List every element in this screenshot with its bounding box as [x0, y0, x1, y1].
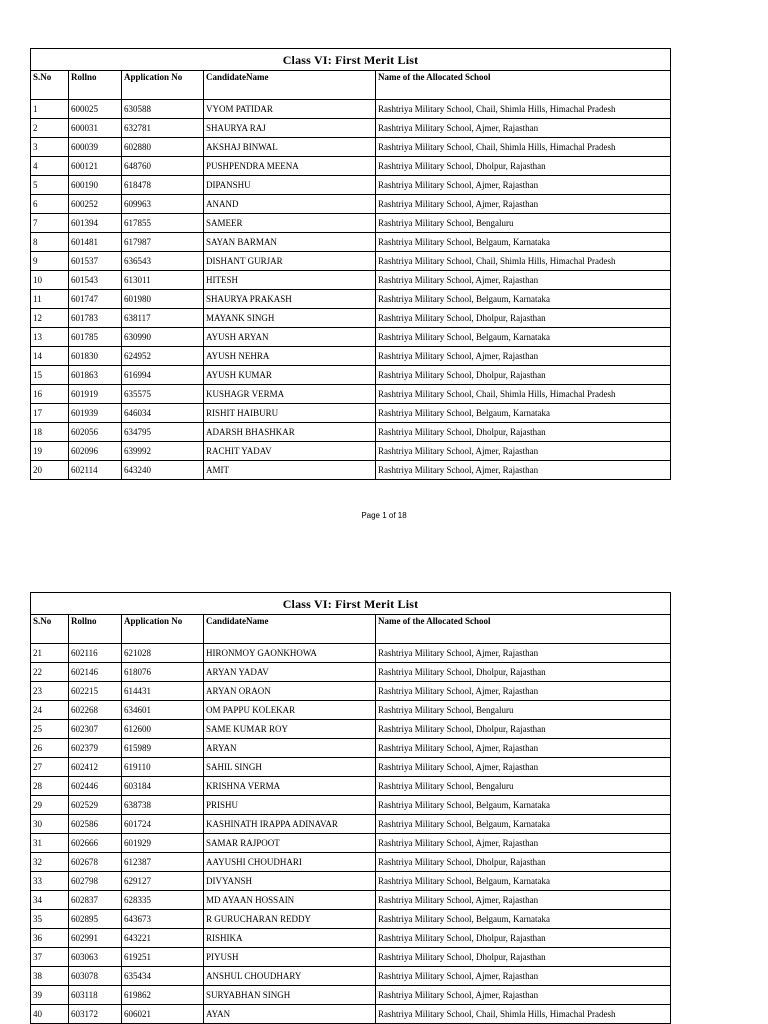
cell-application-no: 639992: [122, 442, 204, 461]
cell-candidate-name: SAHIL SINGH: [204, 758, 376, 777]
table-row: [31, 910, 671, 929]
table-row: [31, 701, 671, 720]
cell-application-no: 612600: [122, 720, 204, 739]
cell-allocated-school: Rashtriya Military School, Ajmer, Rajasthan: [376, 271, 671, 290]
table-row: [31, 796, 671, 815]
table-row: [31, 853, 671, 872]
cell-candidate-name: SAYAN BARMAN: [204, 233, 376, 252]
cell-rollno: 601863: [69, 366, 122, 385]
cell-candidate-name: ARYAN ORAON: [204, 682, 376, 701]
cell-rollno: 600031: [69, 119, 122, 138]
cell-sno: 20: [31, 461, 69, 480]
cell-sno: 21: [31, 644, 69, 663]
table-row: [31, 309, 671, 328]
cell-rollno: 602114: [69, 461, 122, 480]
column-header-allocated-school: Name of the Allocated School: [376, 71, 671, 100]
table-row: [31, 986, 671, 1005]
cell-rollno: 602837: [69, 891, 122, 910]
cell-application-no: 619110: [122, 758, 204, 777]
cell-application-no: 601980: [122, 290, 204, 309]
column-header-application-no: Application No: [122, 71, 204, 100]
cell-sno: 7: [31, 214, 69, 233]
cell-allocated-school: Rashtriya Military School, Chail, Shimla Hills, Himachal Pradesh: [376, 385, 671, 404]
cell-candidate-name: SAMEER: [204, 214, 376, 233]
column-header-sno: S.No: [31, 71, 69, 100]
cell-sno: 13: [31, 328, 69, 347]
cell-allocated-school: Rashtriya Military School, Belgaum, Karnataka: [376, 404, 671, 423]
cell-allocated-school: Rashtriya Military School, Ajmer, Rajasthan: [376, 739, 671, 758]
cell-rollno: 602116: [69, 644, 122, 663]
cell-sno: 14: [31, 347, 69, 366]
cell-candidate-name: OM PAPPU KOLEKAR: [204, 701, 376, 720]
table-row: [31, 834, 671, 853]
cell-rollno: 602412: [69, 758, 122, 777]
cell-sno: 24: [31, 701, 69, 720]
cell-application-no: 617855: [122, 214, 204, 233]
cell-sno: 32: [31, 853, 69, 872]
table-row: [31, 176, 671, 195]
cell-rollno: 600039: [69, 138, 122, 157]
cell-candidate-name: AYAN: [204, 1005, 376, 1024]
cell-application-no: 634601: [122, 701, 204, 720]
cell-allocated-school: Rashtriya Military School, Dholpur, Rajasthan: [376, 157, 671, 176]
table-row: [31, 967, 671, 986]
cell-allocated-school: Rashtriya Military School, Ajmer, Rajasthan: [376, 758, 671, 777]
cell-candidate-name: ANAND: [204, 195, 376, 214]
cell-rollno: 603118: [69, 986, 122, 1005]
cell-rollno: 602146: [69, 663, 122, 682]
cell-rollno: 602307: [69, 720, 122, 739]
cell-rollno: 602991: [69, 929, 122, 948]
cell-application-no: 609963: [122, 195, 204, 214]
column-header-rollno: Rollno: [69, 615, 122, 644]
cell-candidate-name: SAMAR RAJPOOT: [204, 834, 376, 853]
cell-candidate-name: DIVYANSH: [204, 872, 376, 891]
cell-candidate-name: KUSHAGR VERMA: [204, 385, 376, 404]
column-header-candidate-name: CandidateName: [204, 615, 376, 644]
cell-application-no: 624952: [122, 347, 204, 366]
table-row: [31, 720, 671, 739]
table-row: [31, 233, 671, 252]
cell-application-no: 632781: [122, 119, 204, 138]
table-row: [31, 328, 671, 347]
cell-allocated-school: Rashtriya Military School, Belgaum, Karnataka: [376, 910, 671, 929]
column-header-rollno: Rollno: [69, 71, 122, 100]
cell-allocated-school: Rashtriya Military School, Chail, Shimla Hills, Himachal Pradesh: [376, 1005, 671, 1024]
cell-sno: 30: [31, 815, 69, 834]
cell-sno: 9: [31, 252, 69, 271]
cell-rollno: 601830: [69, 347, 122, 366]
cell-allocated-school: Rashtriya Military School, Bengaluru: [376, 777, 671, 796]
cell-sno: 15: [31, 366, 69, 385]
cell-candidate-name: ARYAN: [204, 739, 376, 758]
cell-application-no: 635434: [122, 967, 204, 986]
cell-application-no: 638117: [122, 309, 204, 328]
cell-candidate-name: HIRONMOY GAONKHOWA: [204, 644, 376, 663]
cell-application-no: 638738: [122, 796, 204, 815]
cell-application-no: 630990: [122, 328, 204, 347]
cell-application-no: 646034: [122, 404, 204, 423]
cell-candidate-name: ARYAN YADAV: [204, 663, 376, 682]
cell-candidate-name: AAYUSHI CHOUDHARI: [204, 853, 376, 872]
table-row: [31, 157, 671, 176]
cell-rollno: 601543: [69, 271, 122, 290]
cell-application-no: 630588: [122, 100, 204, 119]
cell-allocated-school: Rashtriya Military School, Belgaum, Karnataka: [376, 233, 671, 252]
cell-rollno: 603063: [69, 948, 122, 967]
table-row: [31, 100, 671, 119]
cell-allocated-school: Rashtriya Military School, Bengaluru: [376, 701, 671, 720]
cell-sno: 37: [31, 948, 69, 967]
cell-allocated-school: Rashtriya Military School, Ajmer, Rajasthan: [376, 347, 671, 366]
table-row: [31, 929, 671, 948]
merit-list-table-2: [30, 592, 671, 1024]
cell-rollno: 601747: [69, 290, 122, 309]
cell-allocated-school: Rashtriya Military School, Belgaum, Karnataka: [376, 796, 671, 815]
cell-sno: 4: [31, 157, 69, 176]
cell-application-no: 617987: [122, 233, 204, 252]
cell-candidate-name: DISHANT GURJAR: [204, 252, 376, 271]
column-header-allocated-school: Name of the Allocated School: [376, 615, 671, 644]
table-row: [31, 872, 671, 891]
table-title: Class VI: First Merit List: [31, 49, 671, 71]
cell-candidate-name: RACHIT YADAV: [204, 442, 376, 461]
cell-application-no: 613011: [122, 271, 204, 290]
cell-allocated-school: Rashtriya Military School, Belgaum, Karnataka: [376, 872, 671, 891]
cell-candidate-name: SURYABHAN SINGH: [204, 986, 376, 1005]
cell-sno: 1: [31, 100, 69, 119]
cell-allocated-school: Rashtriya Military School, Bengaluru: [376, 214, 671, 233]
table-row: [31, 195, 671, 214]
cell-application-no: 616994: [122, 366, 204, 385]
table-row: [31, 138, 671, 157]
table-row: [31, 119, 671, 138]
cell-sno: 39: [31, 986, 69, 1005]
column-header-application-no: Application No: [122, 615, 204, 644]
cell-allocated-school: Rashtriya Military School, Ajmer, Rajasthan: [376, 442, 671, 461]
cell-rollno: 601785: [69, 328, 122, 347]
cell-application-no: 621028: [122, 644, 204, 663]
cell-rollno: 601537: [69, 252, 122, 271]
cell-application-no: 618076: [122, 663, 204, 682]
table-row: [31, 366, 671, 385]
cell-rollno: 603172: [69, 1005, 122, 1024]
cell-rollno: 602446: [69, 777, 122, 796]
cell-candidate-name: MD AYAAN HOSSAIN: [204, 891, 376, 910]
cell-rollno: 602586: [69, 815, 122, 834]
cell-sno: 25: [31, 720, 69, 739]
cell-candidate-name: PRISHU: [204, 796, 376, 815]
table-row: [31, 891, 671, 910]
cell-sno: 8: [31, 233, 69, 252]
cell-sno: 29: [31, 796, 69, 815]
table-row: [31, 644, 671, 663]
cell-candidate-name: RISHIT HAIBURU: [204, 404, 376, 423]
cell-allocated-school: Rashtriya Military School, Dholpur, Rajasthan: [376, 423, 671, 442]
cell-rollno: 602379: [69, 739, 122, 758]
cell-candidate-name: KASHINATH IRAPPA ADINAVAR: [204, 815, 376, 834]
table-row: [31, 423, 671, 442]
table-row: [31, 739, 671, 758]
table-row: [31, 948, 671, 967]
cell-candidate-name: ANSHUL CHOUDHARY: [204, 967, 376, 986]
cell-sno: 31: [31, 834, 69, 853]
cell-sno: 12: [31, 309, 69, 328]
table-title: Class VI: First Merit List: [31, 593, 671, 615]
cell-candidate-name: KRISHNA VERMA: [204, 777, 376, 796]
cell-sno: 11: [31, 290, 69, 309]
cell-allocated-school: Rashtriya Military School, Ajmer, Rajasthan: [376, 644, 671, 663]
cell-sno: 26: [31, 739, 69, 758]
cell-rollno: 602096: [69, 442, 122, 461]
cell-rollno: 601919: [69, 385, 122, 404]
cell-sno: 10: [31, 271, 69, 290]
page-number: Page 1 of 18: [361, 511, 407, 520]
column-header-sno: S.No: [31, 615, 69, 644]
table-row: [31, 682, 671, 701]
cell-allocated-school: Rashtriya Military School, Dholpur, Rajasthan: [376, 309, 671, 328]
cell-rollno: 600252: [69, 195, 122, 214]
cell-candidate-name: PIYUSH: [204, 948, 376, 967]
cell-allocated-school: Rashtriya Military School, Ajmer, Rajasthan: [376, 176, 671, 195]
cell-rollno: 602268: [69, 701, 122, 720]
cell-candidate-name: AYUSH NEHRA: [204, 347, 376, 366]
cell-rollno: 602895: [69, 910, 122, 929]
cell-allocated-school: Rashtriya Military School, Chail, Shimla Hills, Himachal Pradesh: [376, 138, 671, 157]
cell-sno: 2: [31, 119, 69, 138]
cell-allocated-school: Rashtriya Military School, Belgaum, Karnataka: [376, 328, 671, 347]
cell-allocated-school: Rashtriya Military School, Ajmer, Rajasthan: [376, 682, 671, 701]
cell-allocated-school: Rashtriya Military School, Ajmer, Rajasthan: [376, 891, 671, 910]
table-row: [31, 442, 671, 461]
table-row: [31, 758, 671, 777]
cell-candidate-name: SAME KUMAR ROY: [204, 720, 376, 739]
cell-rollno: 600025: [69, 100, 122, 119]
cell-allocated-school: Rashtriya Military School, Ajmer, Rajasthan: [376, 119, 671, 138]
cell-sno: 33: [31, 872, 69, 891]
cell-sno: 23: [31, 682, 69, 701]
cell-allocated-school: Rashtriya Military School, Ajmer, Rajasthan: [376, 986, 671, 1005]
cell-rollno: 602678: [69, 853, 122, 872]
cell-rollno: 602215: [69, 682, 122, 701]
cell-sno: 16: [31, 385, 69, 404]
cell-application-no: 619862: [122, 986, 204, 1005]
table-row: [31, 1005, 671, 1024]
cell-rollno: 602056: [69, 423, 122, 442]
cell-candidate-name: AYUSH KUMAR: [204, 366, 376, 385]
table-row: [31, 347, 671, 366]
cell-sno: 40: [31, 1005, 69, 1024]
cell-rollno: 602666: [69, 834, 122, 853]
cell-sno: 28: [31, 777, 69, 796]
merit-list-table-1: [30, 48, 671, 480]
cell-rollno: 600121: [69, 157, 122, 176]
cell-application-no: 602880: [122, 138, 204, 157]
cell-rollno: 602798: [69, 872, 122, 891]
cell-candidate-name: DIPANSHU: [204, 176, 376, 195]
cell-allocated-school: Rashtriya Military School, Chail, Shimla Hills, Himachal Pradesh: [376, 252, 671, 271]
cell-application-no: 643240: [122, 461, 204, 480]
cell-allocated-school: Rashtriya Military School, Dholpur, Rajasthan: [376, 929, 671, 948]
cell-rollno: 601939: [69, 404, 122, 423]
cell-allocated-school: Rashtriya Military School, Ajmer, Rajasthan: [376, 967, 671, 986]
column-header-candidate-name: CandidateName: [204, 71, 376, 100]
cell-sno: 5: [31, 176, 69, 195]
cell-application-no: 601724: [122, 815, 204, 834]
cell-sno: 27: [31, 758, 69, 777]
cell-sno: 22: [31, 663, 69, 682]
table-row: [31, 252, 671, 271]
cell-sno: 34: [31, 891, 69, 910]
cell-application-no: 614431: [122, 682, 204, 701]
cell-candidate-name: ADARSH BHASHKAR: [204, 423, 376, 442]
cell-application-no: 603184: [122, 777, 204, 796]
cell-application-no: 643221: [122, 929, 204, 948]
cell-sno: 36: [31, 929, 69, 948]
cell-application-no: 615989: [122, 739, 204, 758]
cell-sno: 18: [31, 423, 69, 442]
table-row: [31, 271, 671, 290]
table-row: [31, 815, 671, 834]
cell-sno: 38: [31, 967, 69, 986]
cell-allocated-school: Rashtriya Military School, Ajmer, Rajasthan: [376, 195, 671, 214]
cell-allocated-school: Rashtriya Military School, Dholpur, Rajasthan: [376, 948, 671, 967]
cell-rollno: 602529: [69, 796, 122, 815]
cell-application-no: 635575: [122, 385, 204, 404]
table-row: [31, 290, 671, 309]
cell-rollno: 601783: [69, 309, 122, 328]
cell-allocated-school: Rashtriya Military School, Dholpur, Rajasthan: [376, 663, 671, 682]
cell-sno: 17: [31, 404, 69, 423]
cell-sno: 6: [31, 195, 69, 214]
cell-sno: 3: [31, 138, 69, 157]
cell-application-no: 643673: [122, 910, 204, 929]
cell-application-no: 612387: [122, 853, 204, 872]
cell-allocated-school: Rashtriya Military School, Dholpur, Rajasthan: [376, 853, 671, 872]
cell-allocated-school: Rashtriya Military School, Belgaum, Karnataka: [376, 290, 671, 309]
cell-allocated-school: Rashtriya Military School, Dholpur, Rajasthan: [376, 720, 671, 739]
table-row: [31, 385, 671, 404]
cell-application-no: 619251: [122, 948, 204, 967]
cell-application-no: 606021: [122, 1005, 204, 1024]
cell-application-no: 601929: [122, 834, 204, 853]
table-row: [31, 663, 671, 682]
cell-application-no: 629127: [122, 872, 204, 891]
cell-allocated-school: Rashtriya Military School, Belgaum, Karnataka: [376, 815, 671, 834]
cell-candidate-name: RISHIKA: [204, 929, 376, 948]
cell-allocated-school: Rashtriya Military School, Ajmer, Rajasthan: [376, 834, 671, 853]
cell-candidate-name: PUSHPENDRA MEENA: [204, 157, 376, 176]
cell-candidate-name: HITESH: [204, 271, 376, 290]
table-row: [31, 214, 671, 233]
cell-sno: 19: [31, 442, 69, 461]
cell-candidate-name: R GURUCHARAN REDDY: [204, 910, 376, 929]
cell-allocated-school: Rashtriya Military School, Chail, Shimla Hills, Himachal Pradesh: [376, 100, 671, 119]
cell-application-no: 628335: [122, 891, 204, 910]
cell-rollno: 600190: [69, 176, 122, 195]
cell-candidate-name: AKSHAJ BINWAL: [204, 138, 376, 157]
table-row: [31, 404, 671, 423]
cell-allocated-school: Rashtriya Military School, Ajmer, Rajasthan: [376, 461, 671, 480]
cell-rollno: 601481: [69, 233, 122, 252]
cell-application-no: 618478: [122, 176, 204, 195]
cell-candidate-name: SHAURYA RAJ: [204, 119, 376, 138]
cell-application-no: 634795: [122, 423, 204, 442]
table-row: [31, 461, 671, 480]
table-row: [31, 777, 671, 796]
cell-sno: 35: [31, 910, 69, 929]
cell-application-no: 636543: [122, 252, 204, 271]
cell-rollno: 601394: [69, 214, 122, 233]
cell-candidate-name: VYOM PATIDAR: [204, 100, 376, 119]
cell-allocated-school: Rashtriya Military School, Dholpur, Rajasthan: [376, 366, 671, 385]
cell-candidate-name: AYUSH ARYAN: [204, 328, 376, 347]
cell-candidate-name: MAYANK SINGH: [204, 309, 376, 328]
cell-candidate-name: SHAURYA PRAKASH: [204, 290, 376, 309]
cell-rollno: 603078: [69, 967, 122, 986]
cell-application-no: 648760: [122, 157, 204, 176]
cell-candidate-name: AMIT: [204, 461, 376, 480]
